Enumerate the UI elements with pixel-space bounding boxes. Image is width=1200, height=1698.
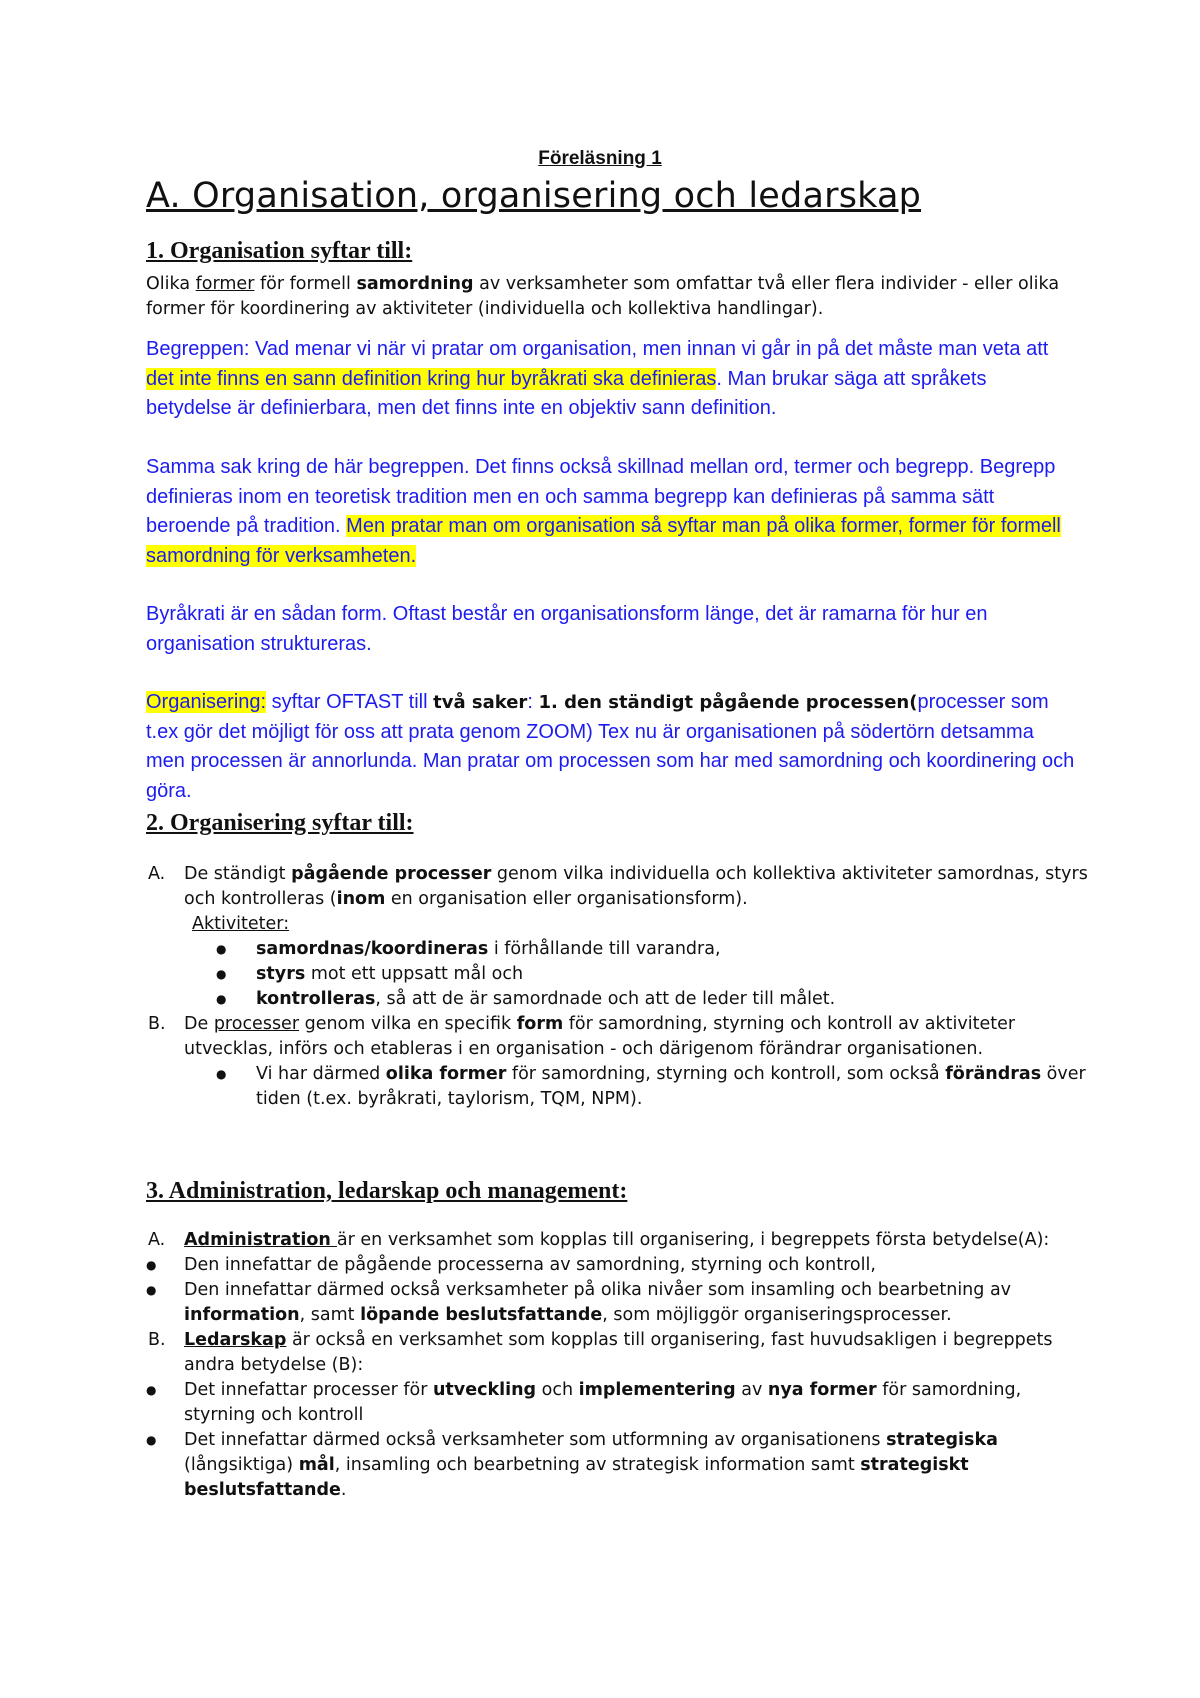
- list-item: ● styrs mot ett uppsatt mål och: [110, 962, 1090, 987]
- bullet-icon: ●: [216, 1067, 227, 1081]
- bullet-icon: ●: [216, 942, 227, 956]
- bullet-icon: ●: [146, 1383, 157, 1397]
- begreppen-paragraph: Begreppen: Vad menar vi när vi pratar om organisation, men innan vi går in på det måste man veta att det inte finns en sann definition kring hur byråkrati ska definieras. Man brukar säga att språkets betydelse är definierbara, men det finns inte en objektiv sann definition.: [146, 338, 1049, 419]
- list-item-b: B. De processer genom vilka en specifik form för samordning, styrning och kontroll av aktiviteter utvecklas, införs och etableras i en organisation - och därigenom förändrar organisationen.: [148, 1014, 1016, 1059]
- list-item: ● Vi har därmed olika former för samordning, styrning och kontroll, som också förändras över tiden (t.ex. byråkrati, taylorism, TQM, NPM).: [216, 1064, 1086, 1109]
- list-item: ● Det innefattar processer för utveckling och implementering av nya former för samordning, styrning och kontroll: [146, 1380, 1022, 1425]
- samma-sak-paragraph: Samma sak kring de här begreppen. Det finns också skillnad mellan ord, termer och begrepp. Begrepp definieras inom en teoretisk tradition men en och samma begrepp kan definieras på samma sätt beroende på tradition. Men pratar man om organisation så syftar man på olika former, former för formell samordning för verksamheten.: [146, 456, 1061, 567]
- section-2-heading: 2. Organisering syftar till:: [146, 810, 414, 836]
- list-item: ● kontrolleras, så att de är samordnade och att de leder till målet.: [110, 987, 1090, 1012]
- list-item-a: A. Administration är en verksamhet som kopplas till organisering, i begreppets första betydelse(A):: [148, 1230, 1050, 1250]
- bullet-icon: ●: [216, 967, 227, 981]
- highlight-definition: det inte finns en sann definition kring hur byråkrati ska definieras: [146, 367, 717, 390]
- bullet-icon: ●: [146, 1258, 157, 1272]
- former-underlined: former: [195, 274, 255, 294]
- highlight-organisering: Organisering:: [146, 691, 267, 713]
- list-item: ● Det innefattar därmed också verksamheter som utformning av organisationens strategiska (långsiktiga) mål, insamling och bearbetning av strategisk information samt strategiskt beslutsfattande.: [146, 1430, 998, 1500]
- section-3-heading: 3. Administration, ledarskap och management:: [146, 1178, 628, 1204]
- list-item: ● samordnas/koordineras i förhållande till varandra,: [110, 937, 1090, 962]
- list-item-b: B. Ledarskap är också en verksamhet som kopplas till organisering, fast huvudsakligen i begreppets andra betydelse (B):: [148, 1330, 1053, 1375]
- byrakrati-paragraph: Byråkrati är en sådan form. Oftast består en organisationsform länge, det är ramarna för hur en organisation struktureras.: [146, 603, 988, 655]
- list-item: ● Den innefattar de pågående processerna av samordning, styrning och kontroll,: [110, 1253, 1090, 1278]
- list-item-a: A. De ständigt pågående processer genom vilka individuella och kollektiva aktiviteter samordnas, styrs och kontrolleras (inom en organisation eller organisationsform). Aktiviteter:: [110, 862, 1090, 937]
- bullet-icon: ●: [146, 1433, 157, 1447]
- lecture-label: Föreläsning 1: [538, 148, 662, 169]
- section-1-heading: 1. Organisation syftar till:: [146, 238, 413, 264]
- bullet-icon: ●: [146, 1283, 157, 1297]
- highlight-organisation-forms: Men pratar man om organisation så syftar man på olika former, former för formell samordning för verksamheten.: [146, 515, 1061, 567]
- list-item: ● Den innefattar därmed också verksamheter på olika nivåer som insamling och bearbetning av information, samt löpande beslutsfattande, som möjliggör organiseringsprocesser.: [146, 1280, 1012, 1325]
- organisering-paragraph: Organisering: syftar OFTAST till två saker: 1. den ständigt pågående processen(processer som t.ex gör det möjligt för oss att prata genom ZOOM) Tex nu är organisationen på södertörn detsamma men processen är annorlunda. Man pratar om processen som har med samordning och koordinering och göra.: [146, 691, 1075, 802]
- organisation-definition: Olika former för formell samordning av verksamheter som omfattar två eller flera individer - eller olika former för koordinering av aktiviteter (individuella och kollektiva handlingar).: [146, 274, 1060, 319]
- bullet-icon: ●: [216, 992, 227, 1006]
- section-2-list: [110, 862, 1090, 1112]
- document-title: A. Organisation, organisering och ledarskap: [146, 176, 922, 216]
- aktiviteter-label: Aktiviteter:: [192, 914, 290, 934]
- section-3-list: [110, 1228, 1090, 1503]
